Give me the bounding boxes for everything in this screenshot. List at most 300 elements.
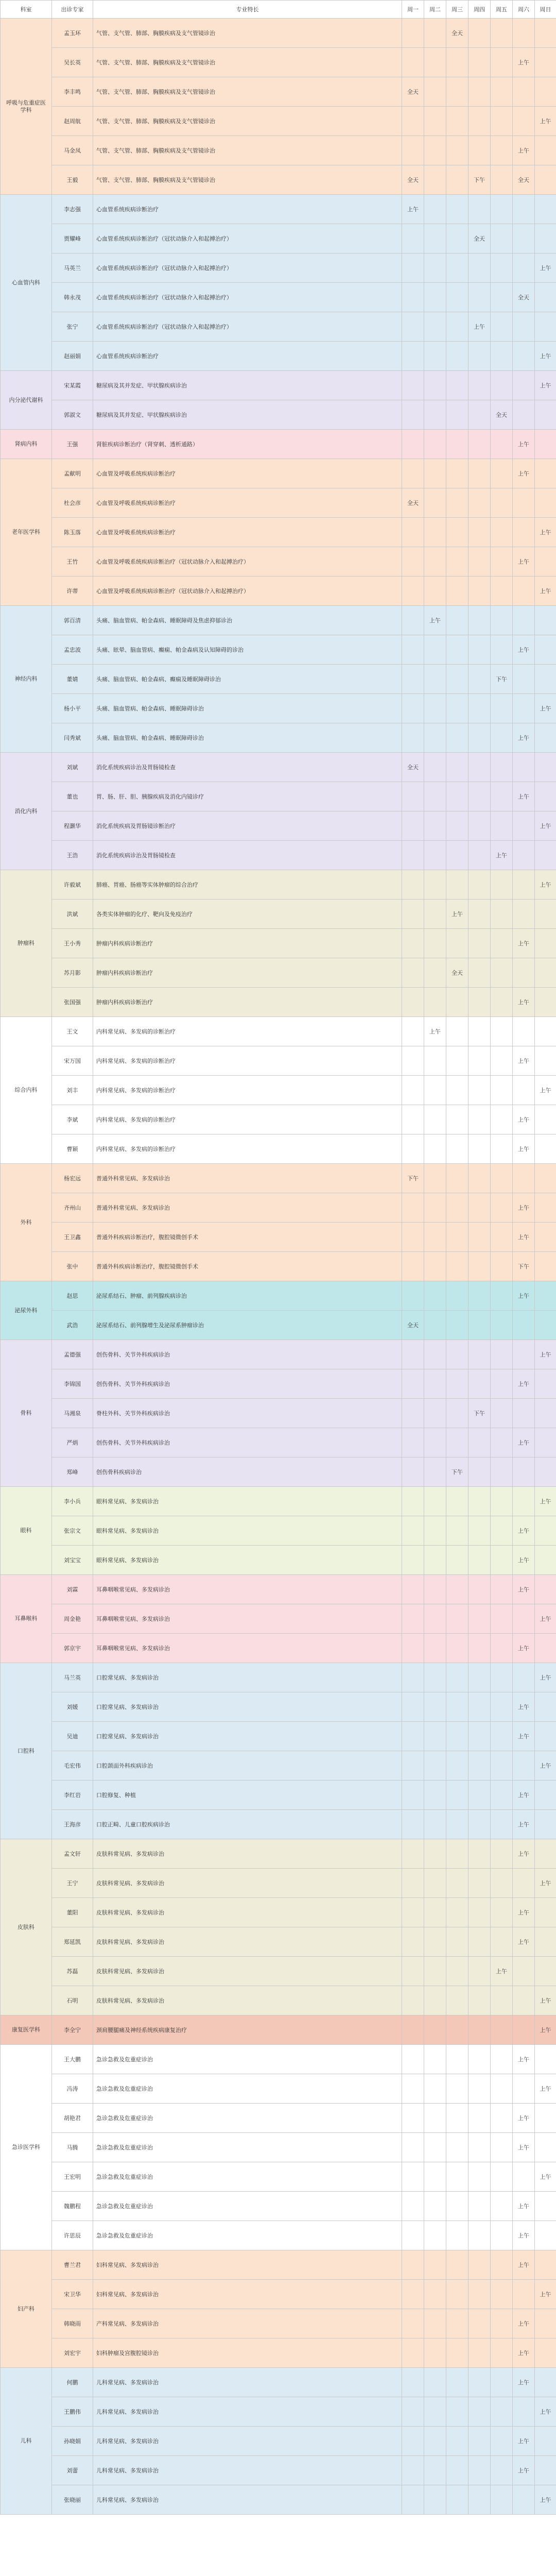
schedule-cell	[402, 1516, 424, 1546]
schedule-cell	[491, 753, 513, 782]
header-doctor: 出诊专家	[52, 1, 93, 19]
schedule-cell	[513, 606, 535, 635]
specialty-cell: 儿科常见病、多发病诊治	[93, 2368, 402, 2397]
schedule-cell	[424, 2192, 446, 2221]
schedule-cell	[468, 547, 491, 577]
schedule-cell	[468, 459, 491, 488]
department-cell: 外科	[1, 1164, 52, 1281]
schedule-cell: 下午	[513, 1252, 535, 1281]
schedule-cell	[424, 2221, 446, 2250]
schedule-cell: 上午	[535, 1076, 556, 1105]
schedule-cell	[424, 1487, 446, 1516]
table-row	[1, 400, 556, 430]
schedule-cell	[468, 1604, 491, 1634]
table-row	[1, 224, 556, 253]
doctor-cell: 郭淑文	[52, 400, 93, 430]
schedule-cell	[535, 1369, 556, 1399]
schedule-cell	[513, 1340, 535, 1369]
specialty-cell: 泌尿系结石、前列腺增生及泌尿系肿瘤诊治	[93, 1311, 402, 1340]
schedule-cell	[491, 1898, 513, 1927]
schedule-cell: 上午	[513, 547, 535, 577]
schedule-cell	[491, 1369, 513, 1399]
schedule-cell	[513, 195, 535, 224]
schedule-cell	[446, 1692, 468, 1722]
schedule-cell	[468, 1898, 491, 1927]
doctor-cell: 赵思	[52, 1281, 93, 1311]
doctor-cell: 王卫鑫	[52, 1223, 93, 1252]
specialty-cell: 儿科常见病、多发病诊治	[93, 2485, 402, 2515]
schedule-cell	[402, 841, 424, 870]
specialty-cell: 创伤骨科、关节外科疾病诊治	[93, 1369, 402, 1399]
schedule-cell	[491, 1546, 513, 1575]
schedule-cell	[491, 253, 513, 283]
schedule-cell: 上午	[513, 2456, 535, 2485]
doctor-cell: 马英兰	[52, 253, 93, 283]
schedule-cell	[535, 48, 556, 77]
schedule-cell	[424, 1046, 446, 1076]
department-cell: 急诊医学科	[1, 2045, 52, 2250]
schedule-cell: 上午	[535, 1340, 556, 1369]
schedule-cell	[491, 1134, 513, 1164]
schedule-cell: 上午	[513, 1634, 535, 1663]
schedule-cell	[468, 1340, 491, 1369]
doctor-cell: 王大鹏	[52, 2045, 93, 2074]
specialty-cell: 儿科常见病、多发病诊治	[93, 2427, 402, 2456]
table-row	[1, 1810, 556, 1839]
doctor-cell: 马湘泉	[52, 1399, 93, 1428]
schedule-cell	[424, 2427, 446, 2456]
schedule-cell	[468, 1458, 491, 1487]
schedule-cell	[402, 1193, 424, 1223]
schedule-cell	[446, 1839, 468, 1869]
schedule-cell	[468, 1134, 491, 1164]
schedule-cell	[535, 1634, 556, 1663]
schedule-cell	[468, 1634, 491, 1663]
schedule-cell	[446, 577, 468, 606]
schedule-cell: 上午	[535, 2015, 556, 2045]
doctor-cell: 王鹏伟	[52, 2397, 93, 2427]
schedule-cell: 上午	[402, 195, 424, 224]
schedule-cell	[402, 19, 424, 48]
schedule-cell	[424, 547, 446, 577]
schedule-cell	[446, 1134, 468, 1164]
schedule-cell	[491, 1311, 513, 1340]
schedule-cell	[424, 2397, 446, 2427]
schedule-cell	[491, 459, 513, 488]
schedule-cell	[535, 2045, 556, 2074]
doctor-cell: 张中	[52, 1252, 93, 1281]
schedule-cell	[491, 1458, 513, 1487]
schedule-cell	[468, 1311, 491, 1340]
table-row	[1, 606, 556, 635]
doctor-cell: 郑延凯	[52, 1927, 93, 1957]
doctor-cell: 张宗文	[52, 1516, 93, 1546]
schedule-cell	[468, 488, 491, 518]
schedule-cell	[468, 518, 491, 547]
doctor-cell: 魏鹏程	[52, 2192, 93, 2221]
table-row	[1, 2133, 556, 2162]
schedule-cell	[535, 1428, 556, 1458]
schedule-cell	[491, 1046, 513, 1076]
table-row	[1, 1340, 556, 1369]
schedule-cell	[402, 2074, 424, 2104]
schedule-cell	[468, 811, 491, 841]
doctor-cell: 郭百清	[52, 606, 93, 635]
schedule-cell	[446, 1105, 468, 1134]
schedule-cell	[446, 371, 468, 400]
schedule-cell	[535, 2338, 556, 2368]
doctor-cell: 张国强	[52, 988, 93, 1017]
schedule-cell	[491, 635, 513, 665]
schedule-cell	[402, 2133, 424, 2162]
schedule-cell	[468, 2045, 491, 2074]
table-row	[1, 2015, 556, 2045]
schedule-cell: 全天	[491, 400, 513, 430]
schedule-cell	[446, 488, 468, 518]
schedule-cell	[446, 2074, 468, 2104]
schedule-cell	[468, 1957, 491, 1986]
schedule-cell	[402, 1869, 424, 1898]
schedule-cell	[491, 1927, 513, 1957]
schedule-cell	[424, 753, 446, 782]
schedule-cell	[513, 811, 535, 841]
schedule-cell	[535, 1105, 556, 1134]
schedule-cell	[491, 929, 513, 958]
schedule-cell	[402, 929, 424, 958]
schedule-cell	[535, 136, 556, 165]
doctor-cell: 李丰鸣	[52, 77, 93, 107]
schedule-cell	[446, 1399, 468, 1428]
schedule-cell	[402, 1223, 424, 1252]
schedule-cell	[468, 723, 491, 753]
schedule-cell	[468, 1223, 491, 1252]
schedule-cell	[402, 2338, 424, 2368]
schedule-cell	[402, 900, 424, 929]
schedule-cell	[513, 488, 535, 518]
schedule-cell	[446, 165, 468, 195]
schedule-cell	[446, 1428, 468, 1458]
schedule-cell	[491, 283, 513, 312]
schedule-cell	[446, 1487, 468, 1516]
schedule-cell	[535, 1046, 556, 1076]
schedule-cell	[468, 753, 491, 782]
schedule-cell	[446, 1781, 468, 1810]
schedule-cell	[491, 606, 513, 635]
department-cell: 综合内科	[1, 1017, 52, 1164]
specialty-cell: 儿科常见病、多发病诊治	[93, 2456, 402, 2485]
schedule-cell	[491, 723, 513, 753]
schedule-cell	[424, 1252, 446, 1281]
schedule-cell	[402, 312, 424, 342]
schedule-cell	[446, 694, 468, 723]
doctor-cell: 苏月影	[52, 958, 93, 988]
specialty-cell: 头痛、脑血管病、帕金森病、癫痫及睡眠障碍诊治	[93, 665, 402, 694]
schedule-cell	[468, 2485, 491, 2515]
schedule-cell	[402, 48, 424, 77]
schedule-cell	[424, 459, 446, 488]
schedule-cell	[402, 2309, 424, 2338]
schedule-cell	[446, 2280, 468, 2309]
schedule-cell: 上午	[535, 2074, 556, 2104]
specialty-cell: 糖尿病及其并发症、甲状腺疾病诊治	[93, 371, 402, 400]
schedule-cell	[446, 1810, 468, 1839]
table-row	[1, 1428, 556, 1458]
schedule-cell	[491, 1399, 513, 1428]
schedule-cell	[491, 1839, 513, 1869]
schedule-cell	[446, 459, 468, 488]
specialty-cell: 胃、肠、肝、胆、胰腺疾病及消化内镜诊疗	[93, 782, 402, 811]
schedule-cell	[491, 2104, 513, 2133]
schedule-cell	[491, 988, 513, 1017]
specialty-cell: 心血管系统疾病诊断治疗（冠状动脉介入和起搏治疗）	[93, 312, 402, 342]
schedule-cell: 上午	[513, 2133, 535, 2162]
schedule-cell	[402, 1076, 424, 1105]
specialty-cell: 心血管系统疾病诊断治疗（冠状动脉介入和起搏治疗）	[93, 253, 402, 283]
doctor-cell: 李红岩	[52, 1781, 93, 1810]
specialty-cell: 皮肤科常见病、多发病诊治	[93, 1869, 402, 1898]
schedule-cell	[468, 1986, 491, 2015]
schedule-cell	[468, 2015, 491, 2045]
schedule-cell	[468, 2104, 491, 2133]
schedule-cell	[468, 841, 491, 870]
schedule-cell	[424, 342, 446, 371]
schedule-cell	[491, 1105, 513, 1134]
schedule-cell: 上午	[513, 988, 535, 1017]
schedule-cell	[446, 2192, 468, 2221]
specialty-cell: 口腔常见病、多发病诊治	[93, 1692, 402, 1722]
schedule-cell: 上午	[513, 1516, 535, 1546]
schedule-cell	[446, 224, 468, 253]
doctor-cell: 王宁	[52, 1869, 93, 1898]
schedule-cell	[535, 459, 556, 488]
specialty-cell: 心血管及呼吸系统疾病诊断治疗（冠状动脉介入和起搏治疗）	[93, 577, 402, 606]
schedule-cell	[424, 1428, 446, 1458]
schedule-cell	[535, 1281, 556, 1311]
department-cell: 内分泌代谢科	[1, 371, 52, 430]
schedule-cell	[402, 459, 424, 488]
schedule-cell	[513, 400, 535, 430]
table-row	[1, 2368, 556, 2397]
table-row	[1, 1134, 556, 1164]
specialty-cell: 内科常见病、多发病的诊断治疗	[93, 1134, 402, 1164]
schedule-cell	[468, 1281, 491, 1311]
schedule-cell	[513, 107, 535, 136]
schedule-cell	[446, 1516, 468, 1546]
schedule-cell: 全天	[402, 77, 424, 107]
schedule-cell: 上午	[535, 342, 556, 371]
schedule-cell	[513, 1869, 535, 1898]
schedule-cell	[424, 1957, 446, 1986]
schedule-cell	[446, 723, 468, 753]
schedule-cell	[424, 1340, 446, 1369]
schedule-cell	[535, 1839, 556, 1869]
schedule-cell	[491, 2250, 513, 2280]
schedule-cell	[424, 488, 446, 518]
table-row	[1, 136, 556, 165]
specialty-cell: 普通外科疾病诊断治疗，腹腔镜微创手术	[93, 1252, 402, 1281]
schedule-cell	[535, 1458, 556, 1487]
schedule-cell	[491, 900, 513, 929]
schedule-cell	[535, 665, 556, 694]
schedule-cell	[446, 547, 468, 577]
schedule-cell: 上午	[535, 371, 556, 400]
schedule-cell: 上午	[513, 1575, 535, 1604]
schedule-cell	[491, 1722, 513, 1751]
schedule-cell	[424, 2338, 446, 2368]
schedule-cell	[491, 77, 513, 107]
schedule-cell	[513, 1458, 535, 1487]
table-row	[1, 2192, 556, 2221]
schedule-cell	[446, 1604, 468, 1634]
schedule-cell	[402, 518, 424, 547]
schedule-cell	[513, 2162, 535, 2192]
schedule-cell	[468, 929, 491, 958]
schedule-cell	[491, 1869, 513, 1898]
schedule-cell	[468, 48, 491, 77]
schedule-cell	[491, 107, 513, 136]
schedule-cell	[446, 2045, 468, 2074]
schedule-cell	[491, 1516, 513, 1546]
schedule-cell	[446, 1252, 468, 1281]
specialty-cell: 心血管及呼吸系统疾病诊断治疗（冠状动脉介入和起搏治疗）	[93, 547, 402, 577]
schedule-cell: 下午	[446, 1458, 468, 1487]
schedule-cell	[402, 136, 424, 165]
schedule-cell	[468, 430, 491, 459]
schedule-cell	[424, 1575, 446, 1604]
doctor-cell: 马腾	[52, 2133, 93, 2162]
schedule-cell	[491, 2221, 513, 2250]
schedule-cell	[424, 1898, 446, 1927]
table-row	[1, 342, 556, 371]
table-row	[1, 782, 556, 811]
schedule-cell	[468, 577, 491, 606]
specialty-cell: 肿瘤内科疾病诊断治疗	[93, 988, 402, 1017]
schedule-cell	[491, 1487, 513, 1516]
schedule-cell	[446, 2221, 468, 2250]
schedule-cell	[424, 400, 446, 430]
schedule-cell	[491, 195, 513, 224]
table-row	[1, 283, 556, 312]
schedule-cell	[491, 2074, 513, 2104]
table-row	[1, 577, 556, 606]
schedule-cell: 上午	[513, 1223, 535, 1252]
schedule-cell	[535, 841, 556, 870]
specialty-cell: 肺癌、胃癌、肠癌等实体肿瘤的综合治疗	[93, 870, 402, 900]
schedule-cell	[535, 1252, 556, 1281]
schedule-cell	[535, 1516, 556, 1546]
specialty-cell: 耳鼻咽喉常见病、多发病诊治	[93, 1575, 402, 1604]
header-day-sun: 周日	[535, 1, 556, 19]
schedule-cell	[424, 1546, 446, 1575]
schedule-cell	[535, 195, 556, 224]
doctor-cell: 郑峰	[52, 1458, 93, 1487]
specialty-cell: 急诊急救及危重症诊治	[93, 2192, 402, 2221]
schedule-cell	[446, 342, 468, 371]
schedule-cell	[491, 1076, 513, 1105]
schedule-cell	[513, 900, 535, 929]
schedule-cell: 上午	[535, 1869, 556, 1898]
schedule-cell	[491, 958, 513, 988]
schedule-cell	[491, 1223, 513, 1252]
schedule-cell: 上午	[535, 1663, 556, 1692]
schedule-cell	[513, 1076, 535, 1105]
schedule-cell	[402, 283, 424, 312]
schedule-cell	[402, 635, 424, 665]
schedule-cell: 上午	[491, 841, 513, 870]
doctor-cell: 王宏明	[52, 2162, 93, 2192]
schedule-cell	[491, 224, 513, 253]
schedule-cell	[535, 988, 556, 1017]
schedule-cell	[535, 723, 556, 753]
doctor-cell: 王强	[52, 430, 93, 459]
schedule-cell	[402, 1957, 424, 1986]
schedule-cell	[402, 577, 424, 606]
table-row	[1, 2250, 556, 2280]
doctor-cell: 刘宏宇	[52, 2338, 93, 2368]
schedule-cell	[513, 1164, 535, 1193]
table-row	[1, 1046, 556, 1076]
schedule-cell	[468, 1810, 491, 1839]
schedule-cell: 上午	[513, 2045, 535, 2074]
schedule-cell	[402, 958, 424, 988]
schedule-cell	[402, 870, 424, 900]
schedule-cell	[491, 2485, 513, 2515]
schedule-cell	[446, 1575, 468, 1604]
schedule-cell	[402, 371, 424, 400]
table-row	[1, 665, 556, 694]
doctor-cell: 刘霖	[52, 1575, 93, 1604]
doctor-cell: 孟献明	[52, 459, 93, 488]
table-row	[1, 459, 556, 488]
specialty-cell: 气管、支气管、肺部、胸膜疾病及支气管镜诊治	[93, 19, 402, 48]
schedule-cell	[468, 1692, 491, 1722]
schedule-cell: 全天	[468, 224, 491, 253]
schedule-cell	[491, 2427, 513, 2456]
schedule-cell	[402, 400, 424, 430]
specialty-cell: 眼科常见病、多发病诊治	[93, 1546, 402, 1575]
schedule-cell	[402, 1927, 424, 1957]
schedule-cell	[424, 841, 446, 870]
schedule-cell	[513, 253, 535, 283]
schedule-cell	[446, 2162, 468, 2192]
specialty-cell: 皮肤科常见病、多发病诊治	[93, 1839, 402, 1869]
schedule-cell	[513, 1957, 535, 1986]
schedule-cell	[424, 1458, 446, 1487]
department-cell: 消化内科	[1, 753, 52, 870]
schedule-cell	[491, 136, 513, 165]
specialty-cell: 心血管系统疾病诊断治疗（冠状动脉介入和起搏治疗）	[93, 283, 402, 312]
schedule-cell	[424, 2074, 446, 2104]
schedule-cell	[468, 2368, 491, 2397]
schedule-cell	[491, 2368, 513, 2397]
table-row	[1, 1105, 556, 1134]
table-row	[1, 1927, 556, 1957]
table-row	[1, 1839, 556, 1869]
schedule-cell: 上午	[513, 459, 535, 488]
schedule-cell	[424, 2309, 446, 2338]
schedule-cell	[513, 1017, 535, 1046]
schedule-cell	[402, 1634, 424, 1663]
doctor-cell: 刘媛	[52, 1692, 93, 1722]
schedule-cell	[424, 1076, 446, 1105]
schedule-cell	[513, 841, 535, 870]
doctor-cell: 刘斌	[52, 753, 93, 782]
schedule-cell: 上午	[424, 606, 446, 635]
doctor-cell: 严炳	[52, 1428, 93, 1458]
schedule-cell: 上午	[513, 1898, 535, 1927]
schedule-cell	[424, 2456, 446, 2485]
schedule-cell	[491, 1986, 513, 2015]
